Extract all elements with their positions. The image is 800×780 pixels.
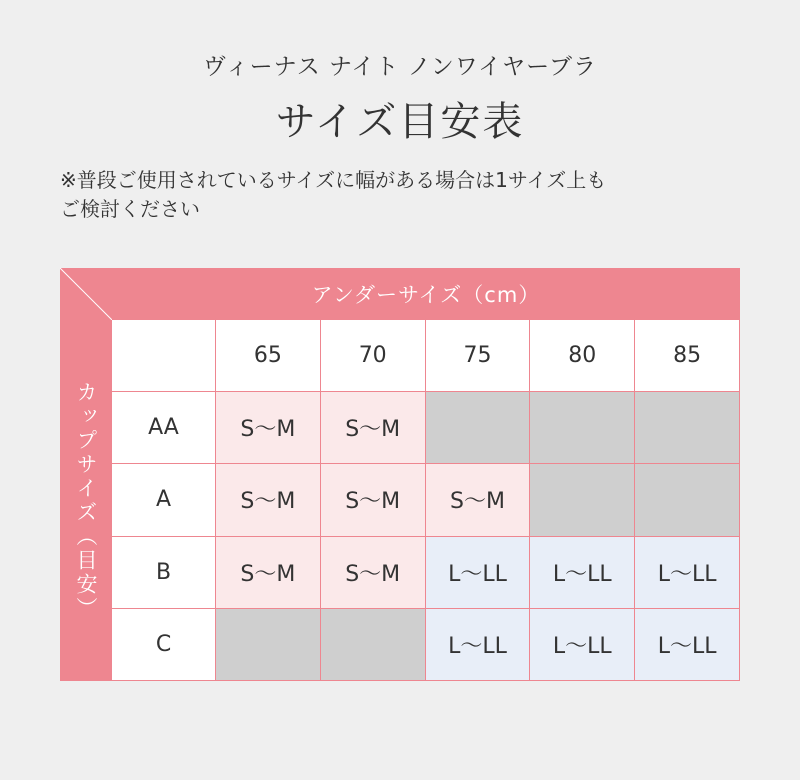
unavailable-cell (426, 392, 531, 464)
unavailable-cell (635, 464, 740, 536)
cup-size-header-label: カップサイズ（目安） (74, 380, 98, 621)
under-size-column-header: 85 (635, 320, 740, 392)
size-cell: S〜M (321, 537, 426, 609)
size-cell: L〜LL (530, 609, 635, 681)
size-cell: S〜M (216, 392, 321, 464)
product-name: ヴィーナス ナイト ノンワイヤーブラ (203, 54, 597, 80)
unavailable-cell (216, 609, 321, 681)
size-cell: S〜M (216, 464, 321, 536)
size-cell: L〜LL (635, 609, 740, 681)
unavailable-cell (530, 464, 635, 536)
unavailable-cell (530, 392, 635, 464)
size-grid (112, 320, 740, 681)
unavailable-cell (635, 392, 740, 464)
page-title: サイズ目安表 (275, 99, 525, 145)
unavailable-cell (321, 609, 426, 681)
cup-size-header (60, 320, 112, 681)
cup-row-header: A (112, 464, 216, 536)
size-cell: L〜LL (426, 609, 531, 681)
size-cell: L〜LL (635, 537, 740, 609)
under-size-column-header: 65 (216, 320, 321, 392)
corner-diagonal (60, 268, 112, 320)
size-note (60, 166, 740, 224)
size-cell: L〜LL (530, 537, 635, 609)
under-size-column-header: 75 (426, 320, 531, 392)
under-size-column-header: 80 (530, 320, 635, 392)
cup-row-header: C (112, 609, 216, 681)
under-size-header: アンダーサイズ（cm） (311, 283, 541, 307)
size-cell: S〜M (216, 537, 321, 609)
size-cell: S〜M (426, 464, 531, 536)
size-cell: L〜LL (426, 537, 531, 609)
cup-row-header: B (112, 537, 216, 609)
size-note-line-1: ※普段ご使用されているサイズに幅がある場合は1サイズ上も (60, 168, 607, 192)
cup-row-header: AA (112, 392, 216, 464)
corner-cell (112, 320, 216, 392)
size-note-line-2: ご検討ください (60, 197, 200, 221)
size-cell: S〜M (321, 464, 426, 536)
under-size-column-header: 70 (321, 320, 426, 392)
size-cell: S〜M (321, 392, 426, 464)
size-chart-table (60, 268, 740, 681)
